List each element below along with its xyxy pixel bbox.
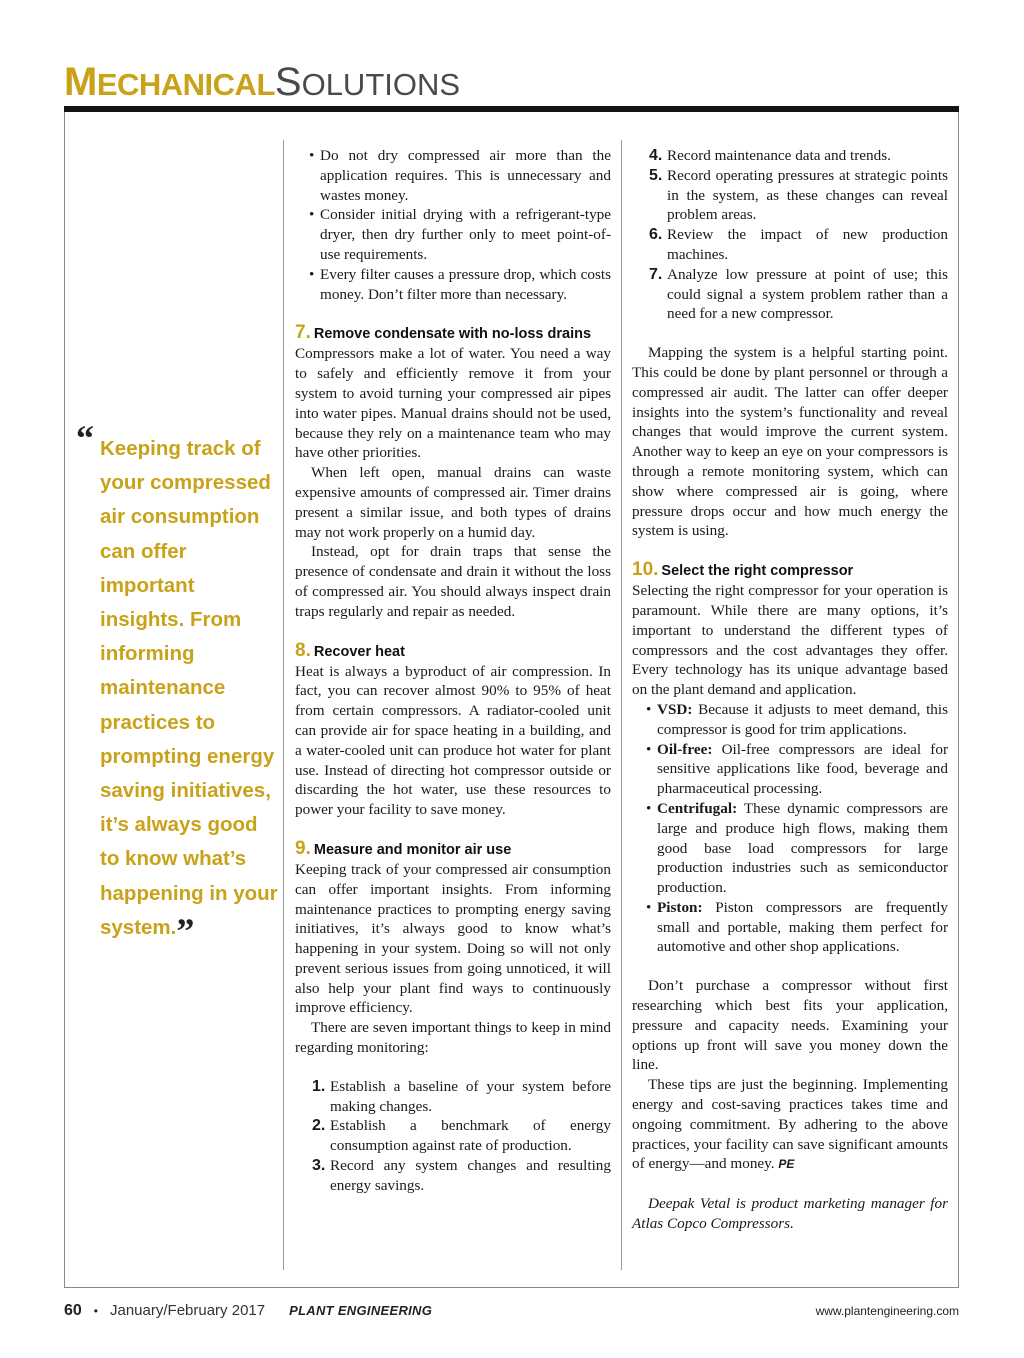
- paragraph: When left open, manual drains can waste expensive amounts of compressed air. Timer drains present a similar issue, and both types of drains may not work properly on a humid day.: [295, 464, 611, 541]
- footer-left: [64, 1302, 432, 1320]
- frame-bottom-border: [64, 1287, 959, 1288]
- dryer-tips-list: [295, 146, 611, 304]
- pull-quote: “ Keeping track of your compressed air consumption can offer important insights. From informing maintenance practices to prompting energy saving initiatives, it’s always good to know what’s happening in your system.”: [76, 418, 278, 951]
- page-number: 60: [64, 1302, 82, 1319]
- author-bio: Deepak Vetal is product marketing manager for Atlas Copco Compressors.: [632, 1195, 948, 1233]
- list-item: 6. Review the impact of new production machines.: [649, 226, 948, 263]
- section-heading-10: 10. Select the right compressor: [632, 559, 854, 581]
- frame-left-border: [64, 112, 65, 1287]
- paragraph: Don’t purchase a compressor without first researching which best fits your application, pressure and capacity needs. Examining your options up front will save you money down the line.: [632, 977, 948, 1074]
- list-item: • VSD: Because it adjusts to meet demand, this compressor is good for trim applications.: [632, 700, 948, 740]
- footer-bullet: •: [93, 1304, 98, 1318]
- compressor-types-list: [632, 700, 948, 957]
- list-item: 5. Record operating pressures at strategic points in the system, as these changes can reveal problem areas.: [649, 166, 948, 224]
- section-heading-9: 9. Measure and monitor air use: [295, 837, 512, 859]
- publication-name: PLANT ENGINEERING: [289, 1303, 433, 1318]
- paragraph: There are seven important things to keep in mind regarding monitoring:: [295, 1019, 611, 1057]
- list-item: • Oil-free: Oil-free compressors are ideal for sensitive applications like food, beverage and pharmaceutical processing.: [632, 740, 948, 799]
- article-column-2: [295, 146, 611, 1196]
- list-item: 7. Analyze low pressure at point of use; this could signal a system problem rather than a need for a new compressor.: [649, 265, 948, 323]
- footer-url: www.plantengineering.com: [815, 1304, 959, 1318]
- list-item: 4. Record maintenance data and trends.: [649, 147, 891, 164]
- section-heading-7: 7. Remove condensate with no-loss drains: [295, 322, 592, 344]
- section-heading-8: 8. Recover heat: [295, 639, 405, 661]
- section-header: [64, 62, 460, 102]
- pe-end-mark-icon: PE: [778, 1157, 795, 1172]
- header-mechanical: MECHANICAL: [64, 60, 275, 104]
- frame-right-border: [958, 112, 959, 1287]
- column-divider-1: [283, 140, 284, 1270]
- paragraph: Heat is always a byproduct of air compression. In fact, you can recover almost 90% to 95% of heat from certain compressors. A radiator-cooled unit can provide air for space heating in a building, and a water-cooled unit can produce hot water for plant use. Instead of directing hot compressor outside or discarding the hot water, use these resources to power your facility to save money.: [295, 662, 611, 819]
- list-item: 3. Record any system changes and resulting energy savings.: [312, 1157, 611, 1194]
- pull-quote-text: Keeping track of your compressed air consumption can offer important insights. From informing maintenance practices to prompting energy saving initiatives, it’s always good to know what’s happening in your system.: [100, 437, 278, 939]
- paragraph: Instead, opt for drain traps that sense the presence of condensate and drain it without the loss of compressed air. You should always inspect drain traps regularly and repair as needed.: [295, 543, 611, 620]
- paragraph: These tips are just the beginning. Implementing energy and cost-saving practices takes time and ongoing commitment. By adhering to the above practices, your facility can save significant amounts of energy—and money. PE: [632, 1076, 948, 1173]
- list-item: • Every filter causes a pressure drop, which costs money. Don’t filter more than necessary.: [295, 265, 611, 305]
- header-rule: [64, 106, 959, 112]
- list-item: 2. Establish a benchmark of energy consumption against rate of production.: [312, 1117, 611, 1155]
- paragraph: Mapping the system is a helpful starting point. This could be done by plant personnel or through a compressed air audit. The latter can offer deeper insights into the system’s functionality and reveal changes that would improve the current system. Another way to keep an eye on your compressors is through a remote monitoring system, which can show where compressed air is going, where pressure drops occur and how much energy the system is using.: [632, 344, 948, 540]
- paragraph: Compressors make a lot of water. You need a way to safely and efficiently remove it from your system to avoid turning your compressed air pipes into water pipes. Manual drains should not be used, because they rely on a maintenance team who may have other priorities.: [295, 345, 611, 462]
- column-divider-2: [621, 140, 622, 1270]
- article-column-3: [632, 146, 948, 1234]
- monitoring-list-continued: [632, 146, 948, 324]
- monitoring-list: [295, 1077, 611, 1196]
- list-item: • Piston: Piston compressors are frequently small and portable, making them perfect for automotive and other shop applications.: [632, 898, 948, 957]
- paragraph: Selecting the right compressor for your operation is paramount. While there are many options, it’s important to understand the different types of compressors and the cost advantages they offer. Every technology has its unique advantage based on the plant demand and application.: [632, 582, 948, 699]
- issue-date: January/February 2017: [110, 1302, 266, 1319]
- close-quote-mark: ”: [176, 910, 195, 951]
- list-item: 1. Establish a baseline of your system before making changes.: [312, 1077, 611, 1115]
- paragraph: Keeping track of your compressed air consumption can offer important insights. From informing maintenance practices to prompting energy saving initiatives, it’s always good to know what’s happening in your system. Doing so will not only prevent serious issues from going unnoticed, it will also help your plant find ways to continuously improve efficiency.: [295, 860, 611, 1017]
- list-item: • Centrifugal: These dynamic compressors are large and produce high flows, making them good base load compressors for large production industries such as semiconductor production.: [632, 799, 948, 898]
- header-solutions: SOLUTIONS: [274, 60, 461, 104]
- list-item: • Do not dry compressed air more than the application requires. This is unnecessary and wastes money.: [295, 146, 611, 205]
- list-item: • Consider initial drying with a refrigerant-type dryer, then dry further only to meet point-of-use requirements.: [295, 205, 611, 264]
